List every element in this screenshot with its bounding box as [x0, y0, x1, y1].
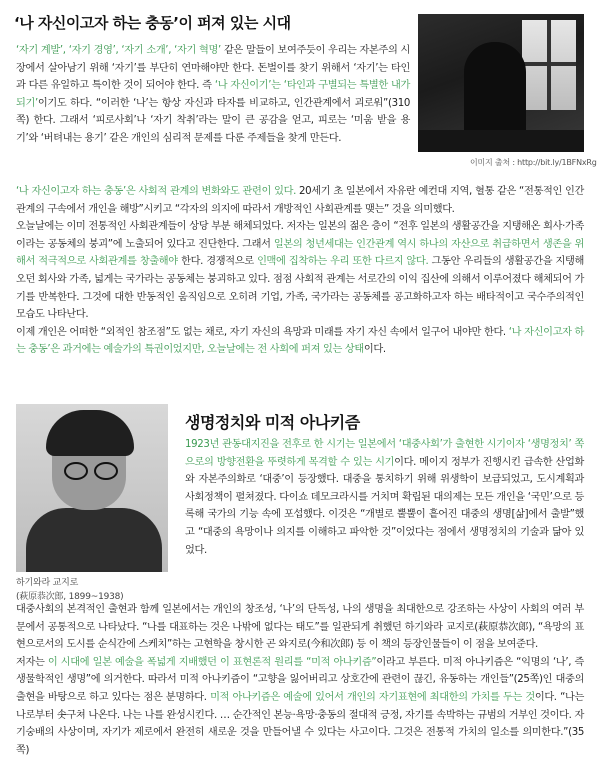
section2-paragraph-2 [16, 601, 584, 654]
section2-paragraph-3 [16, 654, 584, 759]
section1-paragraph-2 [16, 183, 584, 218]
section1-image-caption: 이미지 출처 : http://bit.ly/1BFNxRg [470, 158, 597, 167]
glasses-right-lens [94, 462, 118, 480]
section1-photo [418, 14, 584, 152]
body-text: 그동안 우리들의 생활공간을 지탱해 오던 회사와 가족, 넓게는 국가라는 공동체는 붕괴하고 있다. 점점 사회적 관계는 서로간의 이익 집산에 의해서 이루어졌다 해체되어 가기를 반복한다. 그것에 대한 반동적인 움직임으로 오히려 기업, 가족, 국가라는 공동체를 공고화하고자 하는 배타적이고 국수주의적인 모습도 나타난다. [16, 256, 584, 321]
highlight-text: ‘자기 계발’, ‘자기 경영’, ‘자기 소개’, ‘자기 혁명’ [16, 45, 221, 56]
body-text: 한다. 경쟁적으로 [177, 256, 258, 268]
portrait-hair-shape [46, 410, 134, 456]
portrait-body-shape [26, 508, 162, 572]
section2-paragraph-side [185, 436, 584, 559]
body-text: 같은 말들이 보여주듯이 우리는 자본주의 시장에서 살아남기 위해 ‘자기’를 부단히 연마해야만 한다. 돈벌이를 찾기 위해서 ‘자기’는 타인과 다른 유일하고 특이한 것이 되어야 한다. 즉 [16, 45, 410, 92]
body-text: 저자는 [16, 656, 48, 668]
highlight-text: 일본의 청년세대는 인간관계 역시 하나의 자산으로 취급하면서 생존을 위해서 적극적으로 사회관계를 창출해야 [16, 238, 584, 268]
section2-paragraphs-full [16, 601, 584, 759]
section1-paragraphs-top [16, 42, 410, 148]
section1-paragraph-3 [16, 218, 584, 324]
body-text: 20세기 초 일본에서 자유란 예컨대 지역, 혈통 같은 “전통적인 인간관계의 구속에서 개인을 해방”시키고 “각자의 의지에 따라서 개방적인 사회관계를 맺는” 것을 의미했다. [16, 186, 584, 215]
body-text: 이라고 부른다. 미적 아나키즘은 “익명의 ‘나’, 즉 생물학적인 생명”에 의거한다. 따라서 미적 아나키즘이 “고향을 잃어버리고 상호간에 관련이 끊긴, 유동하는 개인들”(25쪽)인 대중의 출현을 바탕으로 하고 있다는 점은 분명하다. [16, 656, 584, 703]
glasses-left-lens [64, 462, 88, 480]
portrait-caption-name: 하기와라 교지로 [16, 578, 79, 588]
highlight-text: ‘나 자신이기’는 ‘타인과 구별되는 특별한 내가 되기’ [16, 80, 410, 109]
body-text: 이다. “나는 나로부터 솟구쳐 나온다. 나는 나를 완성시킨다. … 순간적인 본능·욕망·충동의 절대적 긍정, 자기를 속박하는 규범의 거부인 것이다. 자기숭배의 사상이며, 자기가 제로에서 완전히 새로운 것을 만들어낼 수 있다는 사고이다. 그것은 전통적 가치의 일소를 의미한다.”(35쪽) [16, 691, 584, 756]
body-text: 이다. 메이지 정부가 진행시킨 급속한 산업화와 자본주의화로 ‘대중’이 등장했다. 대중을 통치하기 위해 위생학이 보급되었고, 도시계획과 사회정책이 펼쳐졌다. 다이쇼 데모크라시를 거치며 확립된 대의제는 모든 개인을 ‘국민’으로 등록해 국가의 기능 속에 포섭했다. 이것은 “개별로 뿔뿔이 흩어진 대중의 생명[삶]에서 출발”했고 “대중의 욕망이나 의지를 이해하고 파악한 것”이었다는 점에서 생명정치의 기술과 닮아 있었다. [185, 456, 584, 556]
section1-paragraph-4 [16, 324, 584, 359]
section1-title: ‘나 자신이고자 하는 충동’이 퍼져 있는 시대 [14, 14, 291, 32]
section1-paragraph-1 [16, 42, 410, 148]
highlight-text: 1923년 관동대지진을 전후로 한 시기는 일본에서 ‘대중사회’가 출현한 시기이자 ‘생명정치’ 쪽으로의 방향전환을 뚜렷하게 목격할 수 있는 시기 [185, 439, 584, 468]
body-text: 이다. [363, 344, 386, 356]
highlight-text: 인맥에 집착하는 우리 또한 다르지 않다. [257, 256, 429, 268]
portrait-caption [16, 576, 124, 604]
body-text: 오늘날에는 이미 전통적인 사회관계들이 상당 부분 해체되었다. 저자는 일본의 젊은 층이 “전후 일본의 생활공간을 지탱해온 회사·가족이라는 공동체의 붕괴”에 노출되어 있다고 진단한다. 그래서 [16, 221, 584, 250]
section1-paragraphs-full [16, 183, 584, 359]
highlight-text: ‘나 자신이고자 하는 충동’은 사회적 관계의 변화와도 관련이 있다. [16, 186, 296, 197]
window-shape [522, 20, 576, 110]
body-text: 이제 개인은 어떠한 “외적인 참조점”도 없는 채로, 자기 자신의 욕망과 미래를 자기 자신 속에서 일구어 내야만 한다. [16, 326, 509, 338]
body-text: 이기도 하다. “이러한 ‘나’는 항상 자신과 타자를 비교하고, 인간관계에서 괴로워”(310쪽) 한다. 그래서 ‘피로사회’나 ‘자기 착취’라는 말이 큰 공감을 얻고, 피로는 ‘미움 받을 용기’와 ‘버텨내는 용기’ 같은 개인의 심리적 문제를 다룬 주제들을 찾게 만든다. [16, 97, 410, 144]
body-text: 대중사회의 본격적인 출현과 함께 일본에서는 개인의 창조성, ‘나’의 단독성, 나의 생명을 최대한으로 강조하는 사상이 사회의 여러 부문에서 공통적으로 나타났다. “나를 대표하는 것은 나밖에 없다는 태도”를 일관되게 취했던 하기와라 교지로(萩原恭次郎), “욕망의 표현으로서의 도시를 순식간에 스케치”하는 고현학을 창시한 곤 와지로(今和次郎) 등 이 책의 등장인물들이 이 점을 보여준다. [16, 604, 584, 651]
section2-title: 생명정치와 미적 아나키즘 [185, 413, 360, 432]
portrait-photo [16, 404, 168, 572]
highlight-text: 이 시대에 일본 예술을 폭넓게 지배했던 이 표현론적 원리를 “미적 아나키즘” [47, 656, 377, 668]
highlight-text: 미적 아나키즘은 예술에 있어서 개인의 자기표현에 최대한의 가치를 두는 것 [210, 691, 535, 703]
desk-shape [418, 130, 584, 152]
highlight-text: ‘나 자신이고자 하는 충동’은 과거에는 예술가의 특권이었지만, 오늘날에는 전 사회에 퍼져 있는 상태 [16, 326, 584, 356]
portrait-caption-detail: (萩原恭次郎, 1899~1938) [16, 592, 124, 602]
section2-paragraph-1 [185, 436, 584, 559]
person-silhouette [464, 42, 526, 138]
